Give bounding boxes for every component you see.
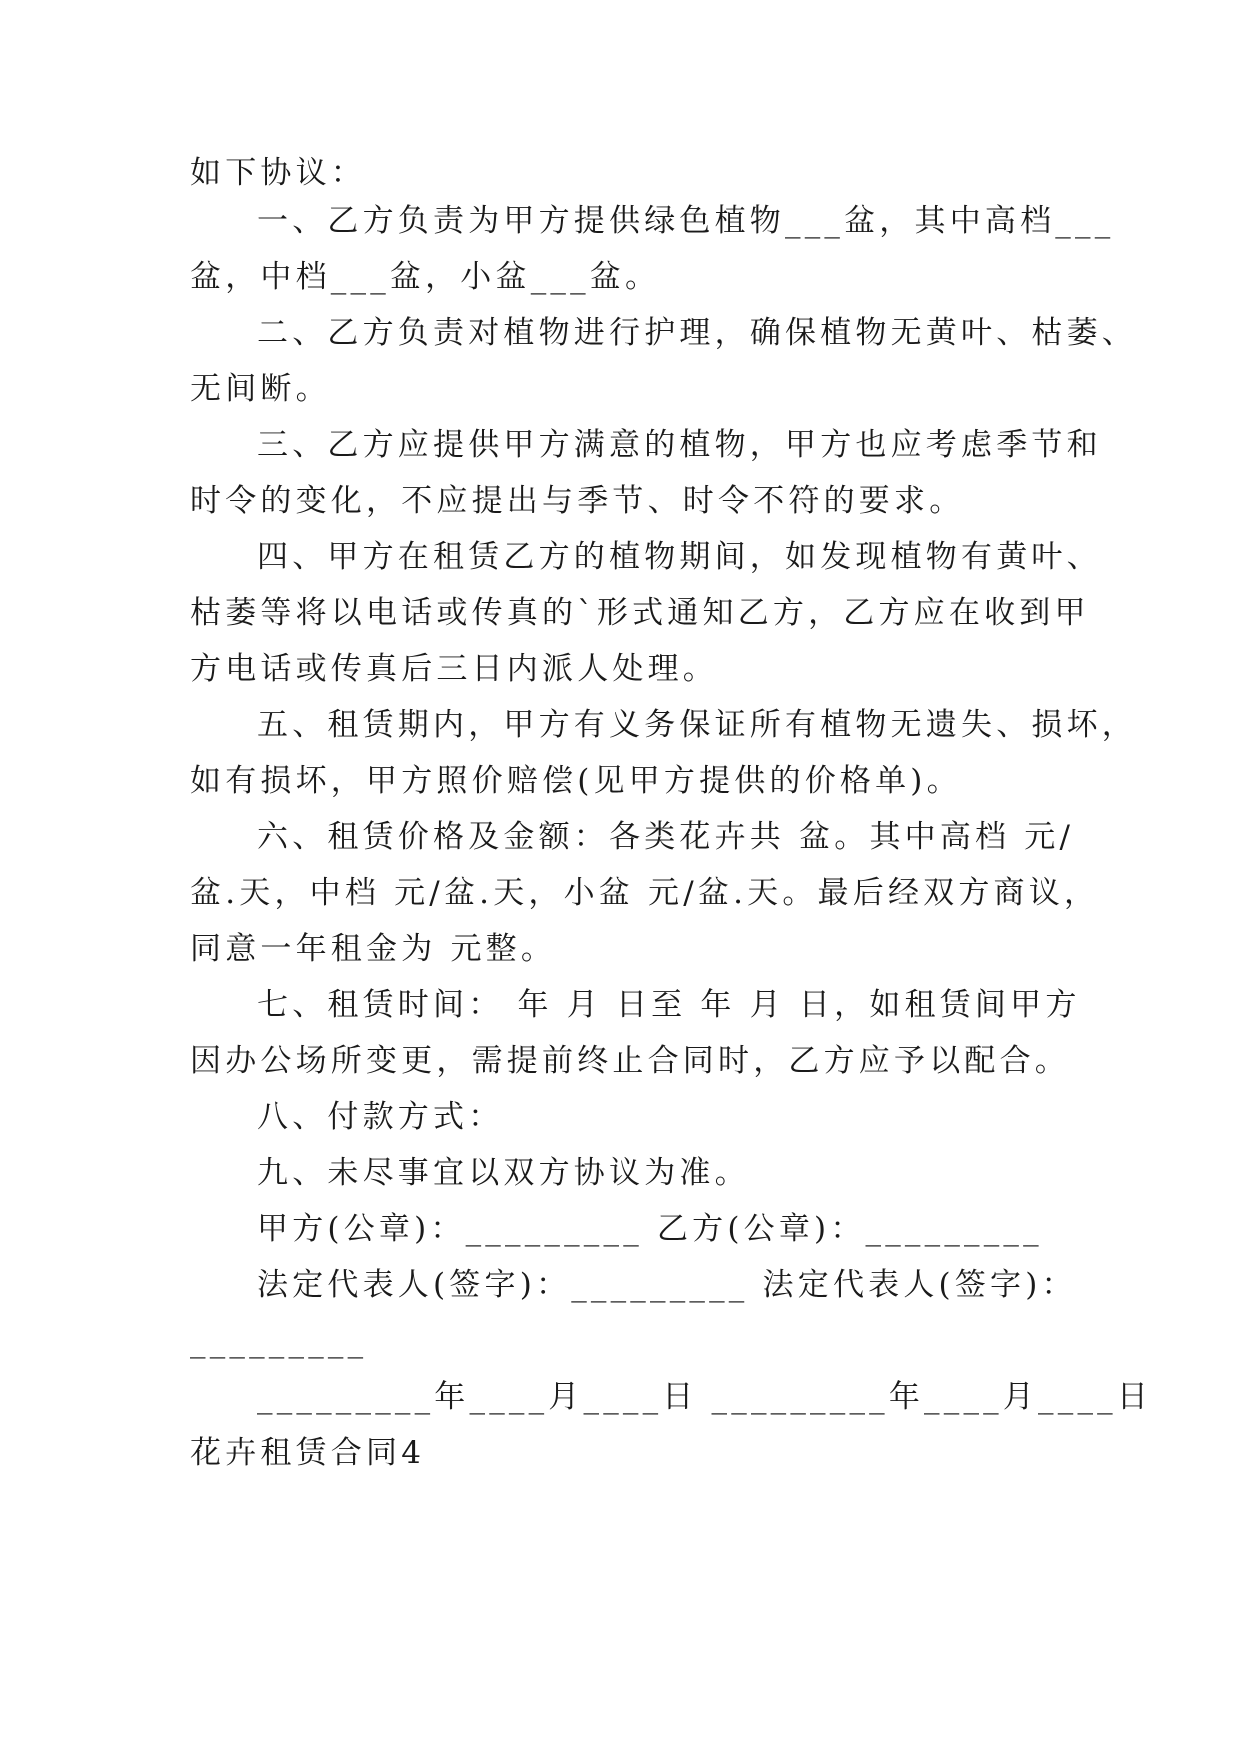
text-line: 如有损坏，甲方照价赔偿(见甲方提供的价格单)。 (190, 763, 962, 799)
text-line: 盆.天，中档 元/盆.天，小盆 元/盆.天。最后经双方商议， (190, 875, 1100, 911)
text-line: 八、付款方式： (257, 1099, 504, 1135)
signature-line-company-seal: 甲方(公章)：_________ 乙方(公章)：_________ (257, 1211, 1043, 1247)
text-line: 一、乙方负责为甲方提供绿色植物___盆，其中高档___ (257, 203, 1115, 239)
signature-blank: _________ (190, 1323, 368, 1359)
text-line: 六、租赁价格及金额：各类花卉共 盆。其中高档 元/ (257, 819, 1075, 855)
text-line: 因办公场所变更，需提前终止合同时，乙方应予以配合。 (190, 1043, 1070, 1079)
text-line: 无间断。 (190, 371, 331, 407)
text-line: 如下协议： (190, 155, 366, 191)
text-line: 盆，中档___盆，小盆___盆。 (190, 259, 661, 295)
text-line: 枯萎等将以电话或传真的`形式通知乙方，乙方应在收到甲 (190, 595, 1090, 631)
section-title: 花卉租赁合同4 (190, 1435, 426, 1471)
text-line: 九、未尽事宜以双方协议为准。 (257, 1155, 750, 1191)
signature-line-representative: 法定代表人(签字)：_________ 法定代表人(签字)： (257, 1267, 1077, 1303)
text-line: 七、租赁时间： 年 月 日至 年 月 日，如租赁间甲方 (257, 987, 1081, 1023)
date-line: _________年____月____日 _________年____月____日 (257, 1379, 1153, 1415)
text-line: 二、乙方负责对植物进行护理，确保植物无黄叶、枯萎、 (257, 315, 1137, 351)
text-line: 时令的变化，不应提出与季节、时令不符的要求。 (190, 483, 965, 519)
text-line: 五、租赁期内，甲方有义务保证所有植物无遗失、损坏， (257, 707, 1137, 743)
text-line: 四、甲方在租赁乙方的植物期间，如发现植物有黄叶、 (257, 539, 1102, 575)
text-line: 同意一年租金为 元整。 (190, 931, 557, 967)
text-line: 三、乙方应提供甲方满意的植物，甲方也应考虑季节和 (257, 427, 1102, 463)
text-line: 方电话或传真后三日内派人处理。 (190, 651, 718, 687)
